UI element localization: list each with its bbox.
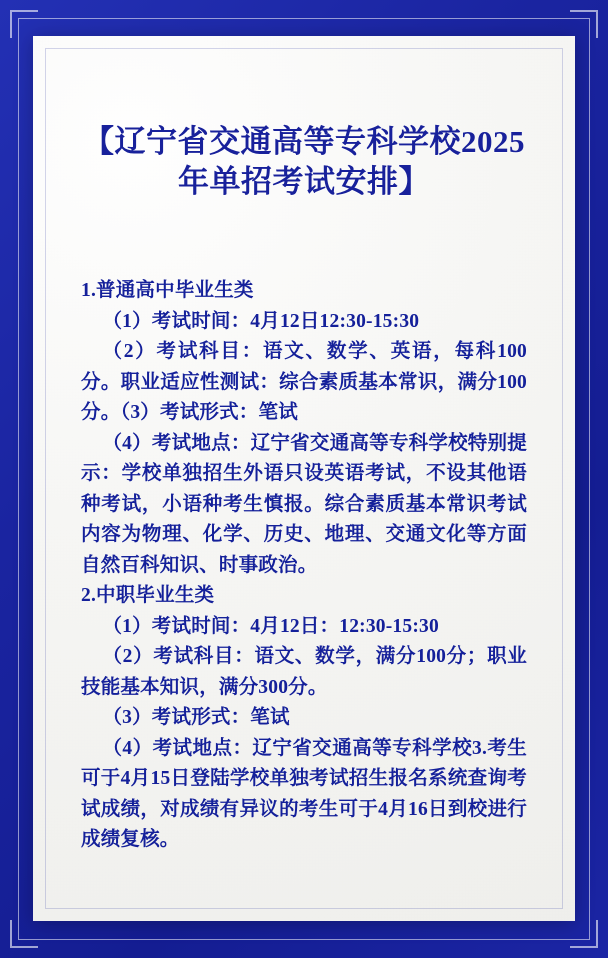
poster-title: 【辽宁省交通高等专科学校2025年单招考试安排】 — [83, 124, 525, 199]
body-paragraph: （1）考试时间：4月12日：12:30-15:30 — [102, 615, 439, 637]
body-paragraph: （4）考试地点：辽宁省交通高等专科学校特别提示：学校单独招生外语只设英语考试，不设其他语种考试，小语种考生慎报。综合素质基本常识考试内容为物理、化学、历史、地理、交通文化等方面自然百科知识、时事政治。 — [81, 432, 527, 576]
poster-body — [81, 276, 527, 856]
corner-mark-top-left — [10, 10, 38, 38]
paper-card — [33, 36, 575, 921]
poster-content — [81, 122, 527, 856]
body-paragraph: 1.普通高中毕业生类 — [81, 280, 254, 301]
body-paragraph: （1）考试时间：4月12日12:30-15:30 — [102, 310, 420, 332]
body-paragraph: （4）考试地点：辽宁省交通高等专科学校3.考生可于4月15日登陆学校单独考试招生报名系统查询考试成绩，对成绩有异议的考生可于4月16日到校进行成绩复核。 — [81, 737, 527, 850]
body-paragraph: （2）考试科目：语文、数学、英语，每科100分。职业适应性测试：综合素质基本常识，满分100分。（3）考试形式：笔试 — [81, 341, 527, 423]
corner-mark-top-right — [570, 10, 598, 38]
body-paragraph: 2.中职毕业生类 — [81, 585, 215, 606]
corner-mark-bottom-right — [570, 920, 598, 948]
body-paragraph: （2）考试科目：语文、数学，满分100分；职业技能基本知识，满分300分。 — [81, 646, 527, 698]
corner-mark-bottom-left — [10, 920, 38, 948]
body-paragraph: （3）考试形式：笔试 — [102, 707, 290, 728]
